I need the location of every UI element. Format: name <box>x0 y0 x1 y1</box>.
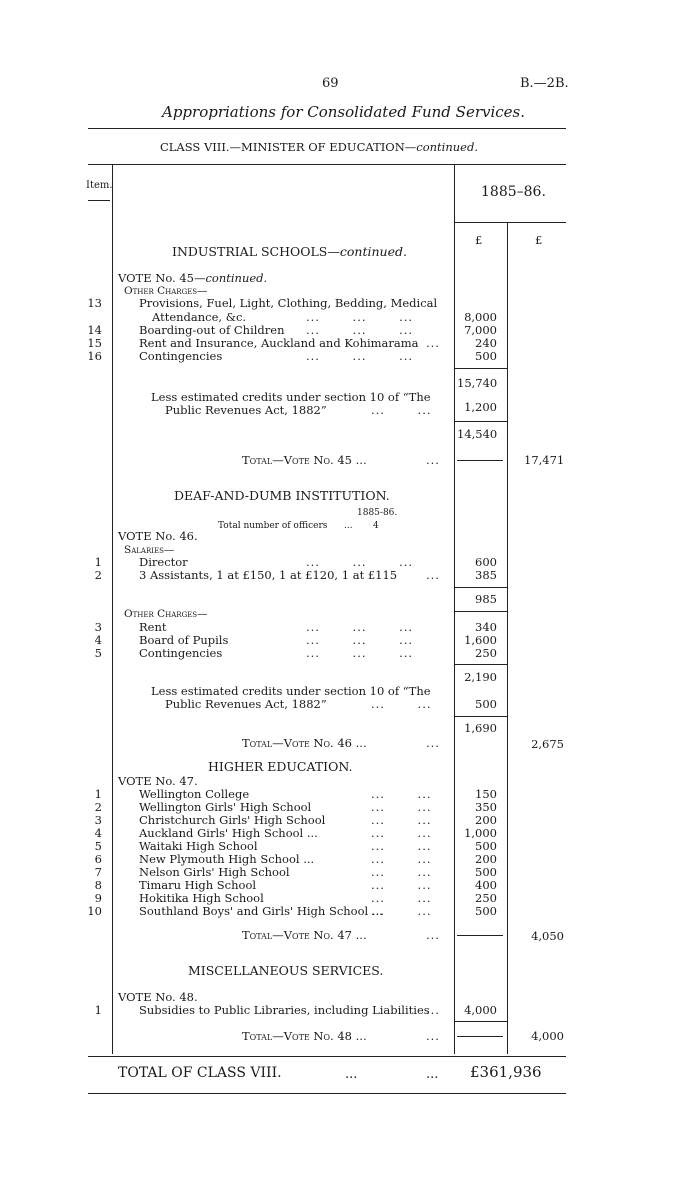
subheading: Other Charges— <box>124 285 208 297</box>
item-column-rule <box>112 164 113 1054</box>
item-number: 9 <box>94 891 102 905</box>
subheading: Other Charges— <box>124 608 208 620</box>
item-number: 2 <box>94 800 102 814</box>
vote-total-label: Total—Vote No. 47 ... <box>242 928 367 942</box>
line-label: Attendance, &c. <box>152 310 247 324</box>
amount: 200 <box>475 852 497 866</box>
line-label: Rent <box>139 620 167 634</box>
amount: 8,000 <box>464 310 497 324</box>
class-total: £361,936 <box>470 1063 542 1081</box>
vote-total-label: Total—Vote No. 45 ... <box>242 453 367 467</box>
vote-total-label: Total—Vote No. 46 ... <box>242 736 367 750</box>
item-number: 5 <box>94 646 102 660</box>
net-amount: 14,540 <box>457 427 498 441</box>
amount: 400 <box>475 878 497 892</box>
line-label: Waitaki High School <box>139 839 258 853</box>
vote-heading: VOTE No. 47. <box>118 774 198 788</box>
item-number: 8 <box>94 878 102 892</box>
credits-amount: 1,200 <box>464 400 497 414</box>
credits-label: Less estimated credits under section 10 of “The <box>151 390 431 404</box>
class-heading: CLASS VIII.—MINISTER OF EDUCATION—continued. <box>160 140 478 154</box>
vote-total: 17,471 <box>524 453 565 467</box>
subtotal: 15,740 <box>457 376 498 390</box>
line-label: Nelson Girls' High School <box>139 865 290 879</box>
item-number: 1 <box>94 787 102 801</box>
vote-total: 4,050 <box>531 929 564 943</box>
subheading: Salaries— <box>124 544 175 556</box>
amount: 4,000 <box>464 1003 497 1017</box>
subtotal: 985 <box>475 592 497 606</box>
amount: 250 <box>475 646 497 660</box>
item-number: 3 <box>94 620 102 634</box>
item-number: 15 <box>87 336 102 350</box>
line-label: Contingencies <box>139 646 223 660</box>
amount: 500 <box>475 904 497 918</box>
line-label: Wellington Girls' High School <box>139 800 312 814</box>
amount: 250 <box>475 891 497 905</box>
item-number: 7 <box>94 865 102 879</box>
amount: 600 <box>475 555 497 569</box>
officers-label: Total number of officers <box>218 521 328 531</box>
amount: 240 <box>475 336 497 350</box>
amount: 500 <box>475 865 497 879</box>
pound-header-2: £ <box>535 233 543 247</box>
item-number: 5 <box>94 839 102 853</box>
line-label: Rent and Insurance, Auckland and Kohimarama <box>139 336 419 350</box>
page-number: 69 <box>322 76 339 91</box>
vote-total-label: Total—Vote No. 48 ... <box>242 1029 367 1043</box>
item-column-header: Item. <box>86 180 113 191</box>
amount: 7,000 <box>464 323 497 337</box>
item-number: 14 <box>87 323 102 337</box>
vote-heading: VOTE No. 48. <box>118 990 198 1004</box>
amount: 1,000 <box>464 826 497 840</box>
document-reference: B.—2B. <box>520 76 569 91</box>
line-label: Director <box>139 555 188 569</box>
line-label: New Plymouth High School ... <box>139 852 315 866</box>
subtotal: 2,190 <box>464 670 497 684</box>
amount: 500 <box>475 349 497 363</box>
page-title: Appropriations for Consolidated Fund Services. <box>162 103 526 121</box>
class-total-label: TOTAL OF CLASS VIII. <box>118 1065 282 1081</box>
item-number: 16 <box>87 349 102 363</box>
item-number: 13 <box>87 296 102 310</box>
vote-heading: VOTE No. 46. <box>118 529 198 543</box>
credits-amount: 500 <box>475 697 497 711</box>
footer-dots: ... <box>345 1067 358 1082</box>
amount: 200 <box>475 813 497 827</box>
section-title: DEAF-AND-DUMB INSTITUTION. <box>174 488 390 503</box>
item-number: 10 <box>87 904 102 918</box>
line-label: Hokitika High School <box>139 891 264 905</box>
section-title: HIGHER EDUCATION. <box>208 759 353 774</box>
vote-total: 2,675 <box>531 737 564 751</box>
amount: 1,600 <box>464 633 497 647</box>
net-amount: 1,690 <box>464 721 497 735</box>
item-number: 1 <box>94 1003 102 1017</box>
section-title: MISCELLANEOUS SERVICES. <box>188 963 384 978</box>
credits-label: Public Revenues Act, 1882” <box>165 403 327 417</box>
item-number: 2 <box>94 568 102 582</box>
vote-heading: VOTE No. 45—continued. <box>118 271 268 285</box>
credits-label: Public Revenues Act, 1882” <box>165 697 327 711</box>
item-number: 4 <box>94 826 102 840</box>
amount: 385 <box>475 568 497 582</box>
officers-year: 1885-86. <box>357 508 398 518</box>
line-label: Subsidies to Public Libraries, including Liabilities <box>139 1003 430 1017</box>
officers-dots: ... <box>344 521 353 531</box>
line-label: Christchurch Girls' High School <box>139 813 326 827</box>
line-label: Timaru High School <box>139 878 257 892</box>
year-column-header: 1885–86. <box>481 184 546 200</box>
item-number: 6 <box>94 852 102 866</box>
line-label: Contingencies <box>139 349 223 363</box>
amount: 500 <box>475 839 497 853</box>
amount: 350 <box>475 800 497 814</box>
line-label: Wellington College <box>139 787 250 801</box>
pound-header-1: £ <box>475 233 483 247</box>
officers-count: 4 <box>373 521 379 531</box>
amount: 150 <box>475 787 497 801</box>
credits-label: Less estimated credits under section 10 of “The <box>151 684 431 698</box>
item-number: 3 <box>94 813 102 827</box>
line-label: 3 Assistants, 1 at £150, 1 at £120, 1 at £115 <box>139 568 398 582</box>
line-label: Provisions, Fuel, Light, Clothing, Bedding, Medical <box>139 296 438 310</box>
amount: 340 <box>475 620 497 634</box>
section-title: INDUSTRIAL SCHOOLS—continued. <box>172 244 407 259</box>
item-number: 1 <box>94 555 102 569</box>
line-label: Auckland Girls' High School ... <box>139 826 318 840</box>
line-label: Southland Boys' and Girls' High School ... <box>139 904 383 918</box>
line-label: Boarding-out of Children <box>139 323 285 337</box>
footer-dots: ... <box>426 1067 439 1082</box>
line-label: Board of Pupils <box>139 633 229 647</box>
item-number: 4 <box>94 633 102 647</box>
vote-total: 4,000 <box>531 1029 564 1043</box>
